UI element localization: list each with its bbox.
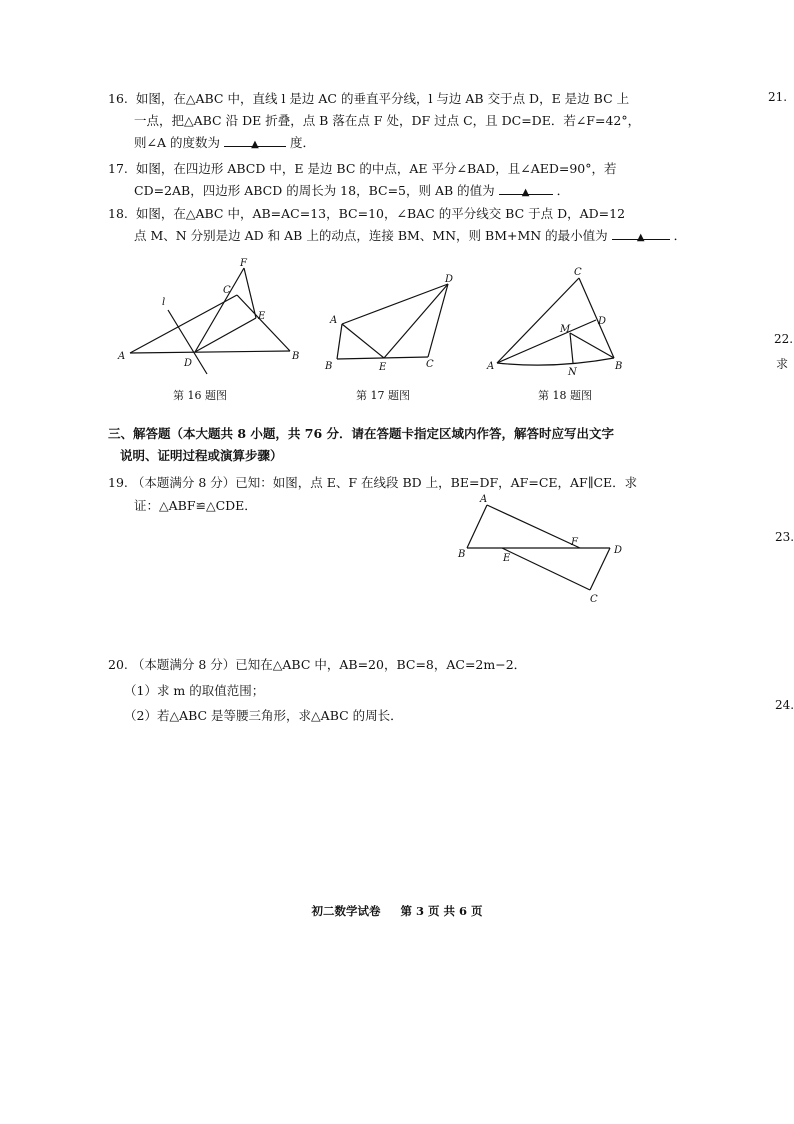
figure-18 — [484, 265, 634, 380]
footer-title: 初二数学试卷 — [311, 904, 381, 918]
question-17 — [108, 158, 617, 180]
segment-MB — [570, 333, 614, 358]
segment-AE — [342, 324, 384, 358]
answer-blank[interactable] — [499, 180, 553, 198]
page-footer — [0, 903, 794, 919]
point-label-A: A — [118, 351, 126, 362]
point-label-A: A — [480, 494, 488, 505]
segment-CB — [237, 295, 290, 351]
point-label-B: B — [458, 549, 466, 560]
cropped-question-22-number: 22. — [774, 332, 794, 346]
line-label-l: l — [162, 297, 166, 308]
segment-AD — [497, 320, 596, 363]
segment-AC — [130, 295, 237, 353]
question-text: 度． — [289, 135, 315, 150]
figure-16-caption: 第 16 题图 — [173, 389, 227, 402]
triangle-marker-icon: ▲ — [251, 139, 259, 150]
segment-FE — [244, 268, 256, 318]
question-number: 16. — [108, 91, 128, 106]
section-heading: 三、解答题（本大题共 8 小题，共 76 分．请在答题卡指定区域内作答，解答时应写出文字 — [108, 426, 615, 441]
point-label-N: N — [568, 367, 577, 378]
point-label-B: B — [615, 361, 623, 372]
point-label-F: F — [240, 258, 247, 269]
point-label-D: D — [445, 274, 454, 285]
segment-DE — [195, 318, 256, 352]
question-text: ． — [556, 183, 570, 198]
question-number: 18. — [108, 206, 128, 221]
question-16-line3 — [134, 132, 315, 154]
question-16-line2: 一点，把△ABC 沿 DE 折叠，点 B 落在点 F 处，DF 过点 C，且 DC=DE．若∠F=42°， — [134, 113, 641, 128]
segment-AD — [342, 284, 448, 324]
figure-17-caption: 第 17 题图 — [356, 389, 410, 402]
segment-BA — [467, 505, 487, 548]
point-label-C: C — [574, 267, 582, 278]
point-label-B: B — [292, 351, 300, 362]
cropped-question-21-number: 21. — [768, 90, 788, 104]
section-heading-line2: 说明、证明过程或演算步骤） — [120, 448, 283, 463]
question-text-line1: 如图，在△ABC 中，AB=AC=13，BC=10，∠BAC 的平分线交 BC 于点 D，AD=12 — [135, 206, 626, 221]
figure-19 — [450, 490, 640, 605]
point-label-M: M — [560, 324, 571, 335]
question-text: 点 M、N 分别是边 AD 和 AB 上的动点，连接 BM、MN，则 BM+MN 的最小值为 — [134, 228, 608, 243]
figure-17 — [322, 268, 462, 378]
point-label-F: F — [571, 537, 578, 548]
point-label-E: E — [258, 311, 266, 322]
answer-blank[interactable] — [612, 225, 670, 243]
question-16 — [108, 88, 629, 110]
question-text: CD=2AB，四边形 ABCD 的周长为 18，BC=5，则 AB 的值为 — [134, 183, 495, 198]
segment-AC — [497, 278, 579, 363]
segment-DC — [590, 548, 610, 590]
segment-MN — [570, 333, 573, 363]
point-label-D: D — [598, 316, 607, 327]
question-text-line1: （本题满分 8 分）已知在△ABC 中，AB=20，BC=8，AC=2m−2． — [131, 657, 527, 672]
question-17-line2 — [134, 180, 569, 202]
question-text-line1: 如图，在△ABC 中，直线 l 是边 AC 的垂直平分线，l 与边 AB 交于点 D，E 是边 BC 上 — [135, 91, 630, 106]
point-label-B: B — [325, 361, 333, 372]
question-number: 20. — [108, 657, 128, 672]
question-text: ． — [673, 228, 687, 243]
question-text-line1: 如图，在四边形 ABCD 中，E 是边 BC 的中点，AE 平分∠BAD，且∠AED=90°，若 — [135, 161, 617, 176]
point-label-A: A — [487, 361, 495, 372]
segment-AB — [130, 351, 290, 353]
triangle-marker-icon: ▲ — [521, 187, 530, 198]
point-label-E: E — [503, 553, 511, 564]
segment-CE — [502, 548, 590, 590]
point-label-E: E — [379, 362, 387, 373]
figure-16 — [110, 255, 310, 380]
figure-18-caption: 第 18 题图 — [538, 389, 592, 402]
cropped-text-fragment: 求 — [776, 357, 789, 371]
point-label-D: D — [184, 358, 193, 369]
question-18-line2 — [134, 225, 686, 247]
point-label-C: C — [590, 594, 598, 605]
segment-AF — [487, 505, 580, 548]
cropped-question-24-number: 24. — [775, 698, 794, 712]
cropped-question-23-number: 23. — [775, 530, 794, 544]
segment-AB — [497, 358, 614, 365]
point-label-C: C — [223, 285, 231, 296]
question-text-line1: （本题满分 8 分）已知：如图，点 E、F 在线段 BD 上，BE=DF，AF=CE，AF∥CE．求 — [131, 475, 638, 490]
question-18 — [108, 203, 625, 225]
footer-page-number: 第 3 页 共 6 页 — [400, 904, 483, 918]
segment-AB — [337, 324, 342, 359]
point-label-A: A — [330, 315, 338, 326]
question-text: 则∠A 的度数为 — [134, 135, 220, 150]
question-20-part1: （1）求 m 的取值范围； — [124, 683, 265, 698]
question-20-part2: （2）若△ABC 是等腰三角形，求△ABC 的周长． — [124, 708, 403, 723]
question-number: 17. — [108, 161, 128, 176]
segment-DF — [195, 268, 244, 352]
triangle-marker-icon: ▲ — [636, 232, 645, 243]
point-label-D: D — [614, 545, 623, 556]
segment-CB — [579, 278, 614, 358]
answer-blank[interactable] — [224, 132, 286, 150]
point-label-C: C — [426, 359, 434, 370]
question-number: 19. — [108, 475, 128, 490]
question-20 — [108, 654, 526, 676]
question-19-line2: 证：△ABF≌△CDE． — [134, 498, 257, 513]
